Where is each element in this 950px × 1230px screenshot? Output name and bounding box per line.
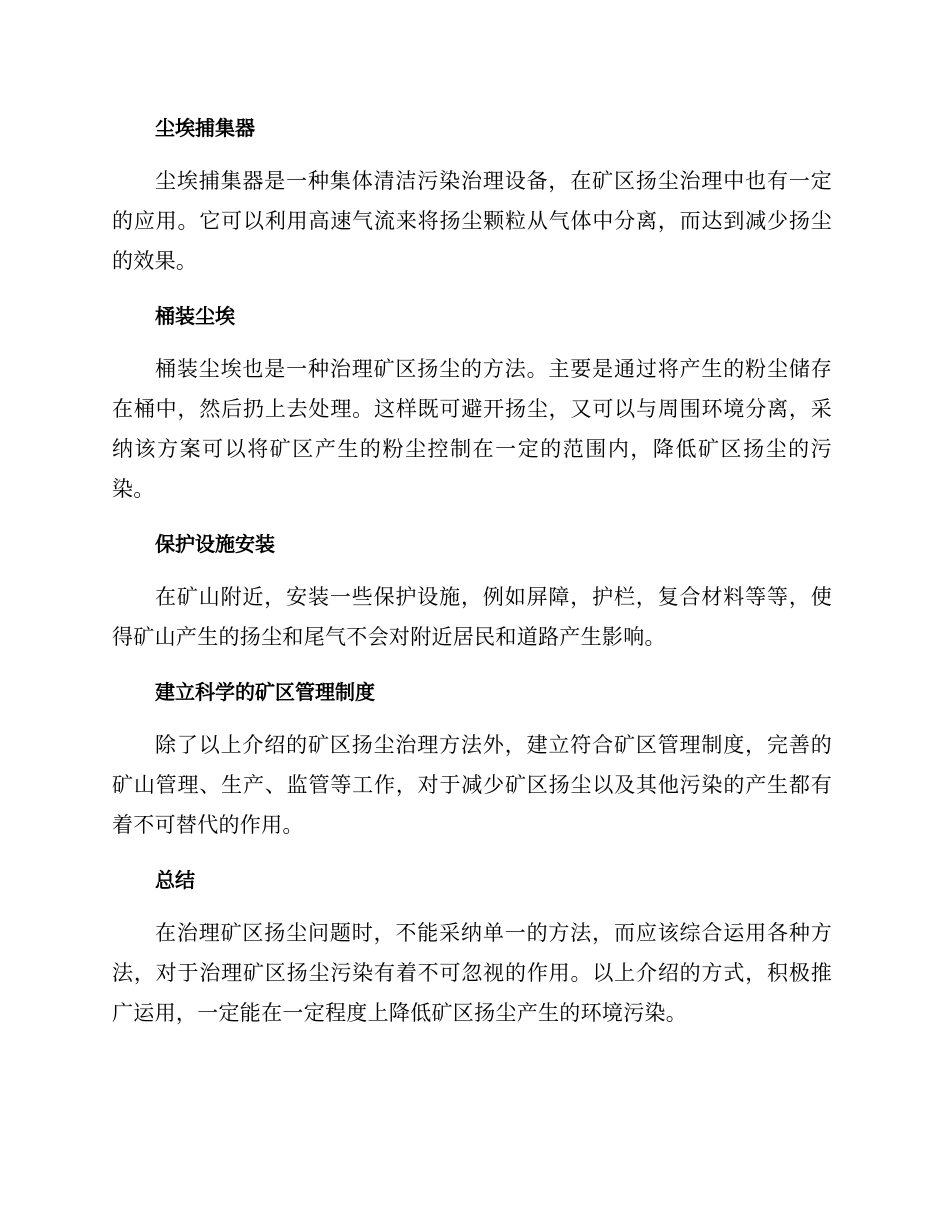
section-barrel-dust: [112, 296, 832, 509]
section-heading: 总结: [155, 868, 195, 892]
section-summary: [112, 860, 832, 1033]
section-paragraph: 在治理矿区扬尘问题时，不能采纳单一的方法，而应该综合运用各种方法，对于治理矿区扬尘污染有着不可忽视的作用。以上介绍的方式，积极推广运用，一定能在一定程度上降低矿区扬尘产生的环境污染。: [112, 921, 832, 1025]
section-paragraph: 桶装尘埃也是一种治理矿区扬尘的方法。主要是通过将产生的粉尘储存在桶中，然后扔上去处理。这样既可避开扬尘，又可以与周围环境分离，采纳该方案可以将矿区产生的粉尘控制在一定的范围内，降低矿区扬尘的污染。: [112, 357, 832, 501]
section-protective-facilities: [112, 524, 832, 657]
section-heading: 建立科学的矿区管理制度: [155, 680, 375, 704]
section-paragraph: 尘埃捕集器是一种集体清洁污染治理设备，在矿区扬尘治理中也有一定的应用。它可以利用高速气流来将扬尘颗粒从气体中分离，而达到减少扬尘的效果。: [112, 169, 832, 273]
document-page: [112, 108, 832, 1048]
section-paragraph: 除了以上介绍的矿区扬尘治理方法外，建立符合矿区管理制度，完善的矿山管理、生产、监管等工作，对于减少矿区扬尘以及其他污染的产生都有着不可替代的作用。: [112, 733, 832, 837]
section-heading: 保护设施安装: [155, 532, 275, 556]
section-paragraph: 在矿山附近，安装一些保护设施，例如屏障，护栏，复合材料等等，使得矿山产生的扬尘和尾气不会对附近居民和道路产生影响。: [112, 585, 832, 649]
section-heading: 桶装尘埃: [155, 304, 235, 328]
section-dust-collector: [112, 108, 832, 281]
section-management-system: [112, 672, 832, 845]
section-heading: 尘埃捕集器: [155, 116, 255, 140]
